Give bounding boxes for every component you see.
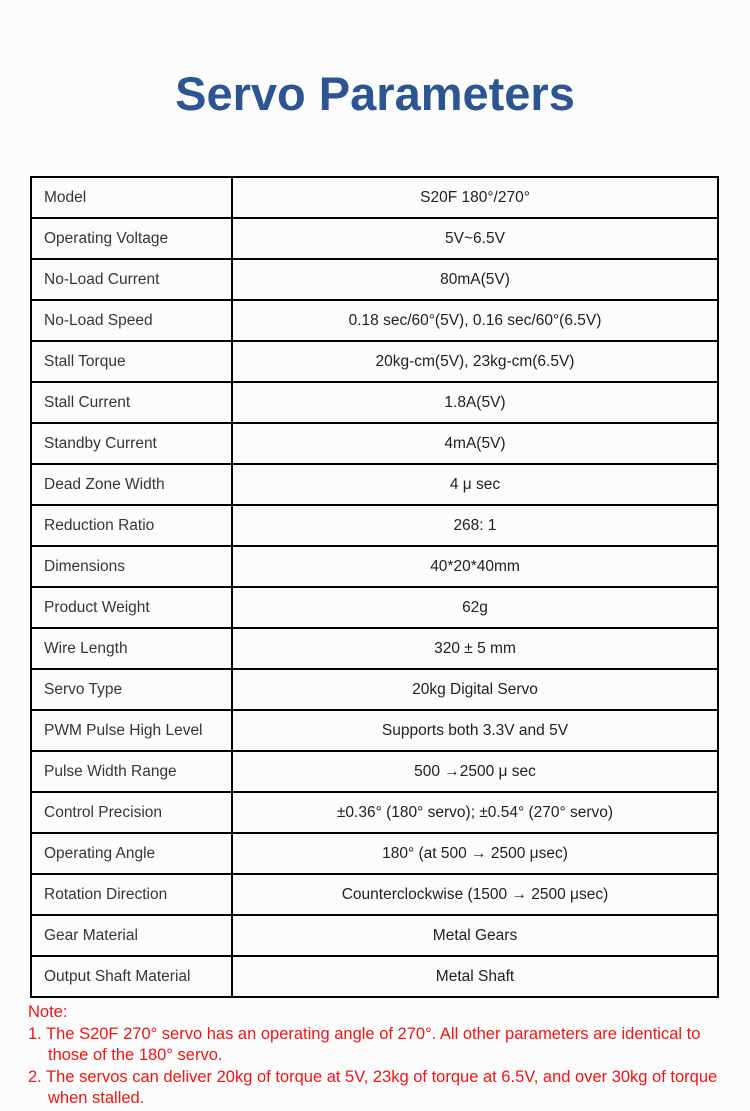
param-label: Servo Type: [31, 669, 232, 710]
table-row: [31, 259, 718, 300]
note-section: [28, 1002, 728, 1110]
param-value: 5V~6.5V: [232, 218, 718, 259]
param-value: Supports both 3.3V and 5V: [232, 710, 718, 751]
param-value: 20kg-cm(5V), 23kg-cm(6.5V): [232, 341, 718, 382]
param-value: 4mA(5V): [232, 423, 718, 464]
param-value: Metal Shaft: [232, 956, 718, 997]
note-item: 2. The servos can deliver 20kg of torque at 5V, 23kg of torque at 6.5V, and over 30kg of torque when stalled.: [28, 1067, 718, 1107]
param-label: Dimensions: [31, 546, 232, 587]
page: [0, 67, 750, 1111]
param-label: Model: [31, 177, 232, 218]
table-row: [31, 710, 718, 751]
param-label: Pulse Width Range: [31, 751, 232, 792]
param-value: 40*20*40mm: [232, 546, 718, 587]
param-label: Stall Torque: [31, 341, 232, 382]
table-row: [31, 792, 718, 833]
param-label: Wire Length: [31, 628, 232, 669]
table-row: [31, 218, 718, 259]
param-label: PWM Pulse High Level: [31, 710, 232, 751]
table-row: [31, 751, 718, 792]
table-row: [31, 628, 718, 669]
param-label: No-Load Speed: [31, 300, 232, 341]
table-row: [31, 382, 718, 423]
table-row: [31, 546, 718, 587]
param-label: Output Shaft Material: [31, 956, 232, 997]
param-label: Reduction Ratio: [31, 505, 232, 546]
param-label: No-Load Current: [31, 259, 232, 300]
param-label: Product Weight: [31, 587, 232, 628]
param-label: Operating Angle: [31, 833, 232, 874]
note-heading: Note:: [28, 1003, 68, 1021]
table-row: [31, 956, 718, 997]
table-row: [31, 505, 718, 546]
table-row: [31, 915, 718, 956]
note-item: 1. The S20F 270° servo has an operating angle of 270°. All other parameters are identical to those of the 180° servo.: [28, 1024, 701, 1064]
param-label: Standby Current: [31, 423, 232, 464]
table-row: [31, 464, 718, 505]
parameters-table: [30, 176, 719, 998]
param-value: 80mA(5V): [232, 259, 718, 300]
page-title: Servo Parameters: [175, 67, 575, 120]
table-row: [31, 300, 718, 341]
table-row: [31, 587, 718, 628]
param-value: 180° (at 500 → 2500 μsec): [232, 833, 718, 874]
param-value: S20F 180°/270°: [232, 177, 718, 218]
param-value: 4 μ sec: [232, 464, 718, 505]
param-label: Dead Zone Width: [31, 464, 232, 505]
param-label: Operating Voltage: [31, 218, 232, 259]
param-value: Metal Gears: [232, 915, 718, 956]
parameters-table-body: [31, 177, 718, 997]
table-row: [31, 177, 718, 218]
param-value: 268: 1: [232, 505, 718, 546]
param-label: Stall Current: [31, 382, 232, 423]
param-value: 20kg Digital Servo: [232, 669, 718, 710]
table-row: [31, 341, 718, 382]
table-row: [31, 669, 718, 710]
param-value: 500 →2500 μ sec: [232, 751, 718, 792]
param-label: Rotation Direction: [31, 874, 232, 915]
param-value: ±0.36° (180° servo); ±0.54° (270° servo): [232, 792, 718, 833]
table-row: [31, 874, 718, 915]
param-value: Counterclockwise (1500 → 2500 μsec): [232, 874, 718, 915]
param-label: Control Precision: [31, 792, 232, 833]
param-value: 62g: [232, 587, 718, 628]
table-row: [31, 423, 718, 464]
param-label: Gear Material: [31, 915, 232, 956]
table-row: [31, 833, 718, 874]
param-value: 1.8A(5V): [232, 382, 718, 423]
param-value: 0.18 sec/60°(5V), 0.16 sec/60°(6.5V): [232, 300, 718, 341]
param-value: 320 ± 5 mm: [232, 628, 718, 669]
